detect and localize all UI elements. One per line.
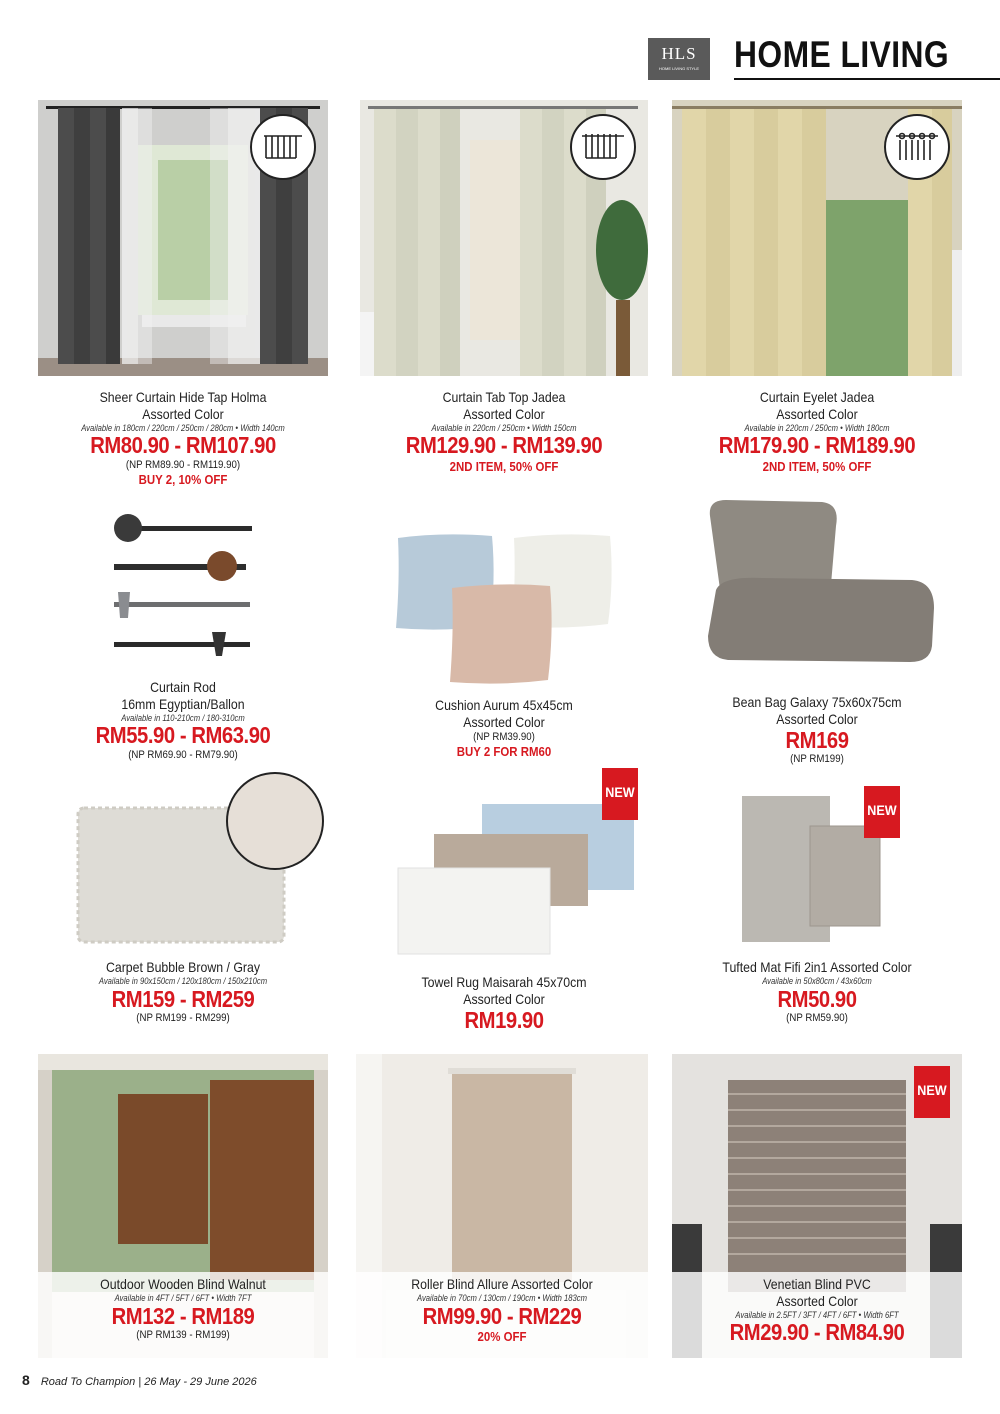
product-subtitle: Assorted Color [142,405,224,422]
product-subtitle: Assorted Color [463,713,545,730]
product-image-cushion[interactable] [392,530,618,692]
product-price: RM159 - RM259 [111,985,255,1012]
product-title: Curtain Rod [150,679,216,695]
product-image-venetian-blind[interactable] [672,1054,962,1358]
promo-text: 2ND ITEM, 50% OFF [449,458,559,474]
product-image-towel-rug[interactable] [396,768,640,956]
product-title: Tufted Mat Fifi 2in1 Assorted Color [722,959,912,975]
product-availability: Available in 50x80cm / 43x60cm [762,975,872,986]
product-image-outdoor-wooden-blind[interactable] [38,1054,328,1358]
eyelet-icon [884,114,950,180]
normal-price: (NP RM199) [790,752,844,765]
new-badge: NEW [864,786,900,838]
product-info-tufted-mat [664,959,970,1025]
product-title: Curtain Eyelet Jadea [759,389,875,405]
product-title: Bean Bag Galaxy 75x60x75cm [732,694,902,710]
page-title: HOME LIVING [734,34,950,75]
product-image-sheer-curtain[interactable] [38,100,328,376]
normal-price: (NP RM89.90 - RM119.90) [125,458,241,471]
product-image-curtain-tab-top[interactable] [360,100,648,376]
promo-text: BUY 2, 10% OFF [138,471,228,487]
product-image-roller-blind[interactable] [356,1054,648,1358]
product-price: RM50.90 [777,985,857,1012]
product-title: Carpet Bubble Brown / Gray [105,959,261,975]
product-availability: Available in 110-210cm / 180-310cm [121,712,245,723]
product-info-towel-rug [350,974,658,1033]
product-info-outdoor-wooden-blind [38,1272,328,1358]
product-image-tufted-mat[interactable] [740,786,910,944]
product-availability: Available in 220cm / 250cm • Width 180cm [744,422,890,433]
product-title: Venetian Blind PVC [763,1276,871,1292]
product-subtitle: 16mm Egyptian/Ballon [121,695,245,712]
normal-price: (NP RM199 - RM299) [136,1011,230,1024]
product-title: Towel Rug Maisarah 45x70cm [421,974,587,990]
title-underline [734,78,1000,80]
product-info-roller-blind [356,1272,648,1358]
product-info-cushion [350,697,658,759]
product-subtitle: Assorted Color [776,710,858,727]
normal-price: (NP RM69.90 - RM79.90) [128,748,238,761]
product-info-curtain-tab-top [350,389,658,474]
product-price: RM99.90 - RM229 [422,1302,582,1329]
product-price: RM129.90 - RM139.90 [405,432,603,459]
product-price: RM169 [785,726,849,753]
product-info-venetian-blind [672,1272,962,1358]
product-availability: Available in 70cm / 130cm / 190cm • Width 183cm [417,1292,587,1303]
product-price: RM80.90 - RM107.90 [90,432,276,459]
page-header [648,36,1000,82]
product-price: RM179.90 - RM189.90 [718,432,916,459]
product-title: Cushion Aurum 45x45cm [435,697,573,713]
product-availability: Available in 220cm / 250cm • Width 150cm [431,422,577,433]
promo-text: 20% OFF [477,1328,527,1344]
product-image-curtain-rod[interactable] [100,508,260,663]
product-image-bean-bag[interactable] [702,496,936,664]
product-title: Roller Blind Allure Assorted Color [411,1276,593,1292]
normal-price: (NP RM139 - RM199) [136,1328,230,1341]
product-availability: Available in 4FT / 5FT / 6FT • Width 7FT [114,1292,252,1303]
product-title: Outdoor Wooden Blind Walnut [100,1276,266,1292]
product-price: RM132 - RM189 [111,1302,255,1329]
product-info-carpet [30,959,336,1025]
product-image-carpet[interactable] [74,770,330,946]
product-subtitle: Assorted Color [776,405,858,422]
product-subtitle: Assorted Color [463,990,545,1007]
normal-price: (NP RM59.90) [786,1011,848,1024]
product-image-curtain-eyelet[interactable] [672,100,962,376]
promo-text: BUY 2 FOR RM60 [456,743,552,759]
product-info-sheer-curtain [30,389,336,487]
tab-hide-icon [250,114,316,180]
texture-zoom-icon [226,772,324,870]
product-subtitle: Assorted Color [776,1292,858,1309]
product-availability: Available in 90x150cm / 120x180cm / 150x210cm [98,975,268,986]
product-info-curtain-eyelet [664,389,970,474]
product-info-curtain-rod [30,679,336,762]
new-badge: NEW [602,768,638,820]
product-price: RM29.90 - RM84.90 [729,1319,905,1346]
product-title: Sheer Curtain Hide Tap Holma [99,389,267,405]
footer-campaign: Road To Champion | 26 May - 29 June 2026 [40,1376,257,1388]
product-info-bean-bag [664,694,970,766]
product-subtitle: Assorted Color [463,405,545,422]
product-price: RM19.90 [464,1006,544,1033]
page-number: 8 [22,1372,30,1388]
hls-logo: HLS HOME LIVING STYLE [648,38,710,80]
promo-text: 2ND ITEM, 50% OFF [762,458,872,474]
page-footer [22,1372,257,1388]
product-price: RM55.90 - RM63.90 [95,722,271,749]
new-badge: NEW [914,1066,950,1118]
product-availability: Available in 2.5FT / 3FT / 4FT / 6FT • Width 6FT [735,1309,899,1320]
product-title: Curtain Tab Top Jadea [442,389,566,405]
product-availability: Available in 180cm / 220cm / 250cm / 280cm • Width 140cm [81,422,285,433]
tab-top-icon [570,114,636,180]
normal-price: (NP RM39.90) [473,730,535,743]
